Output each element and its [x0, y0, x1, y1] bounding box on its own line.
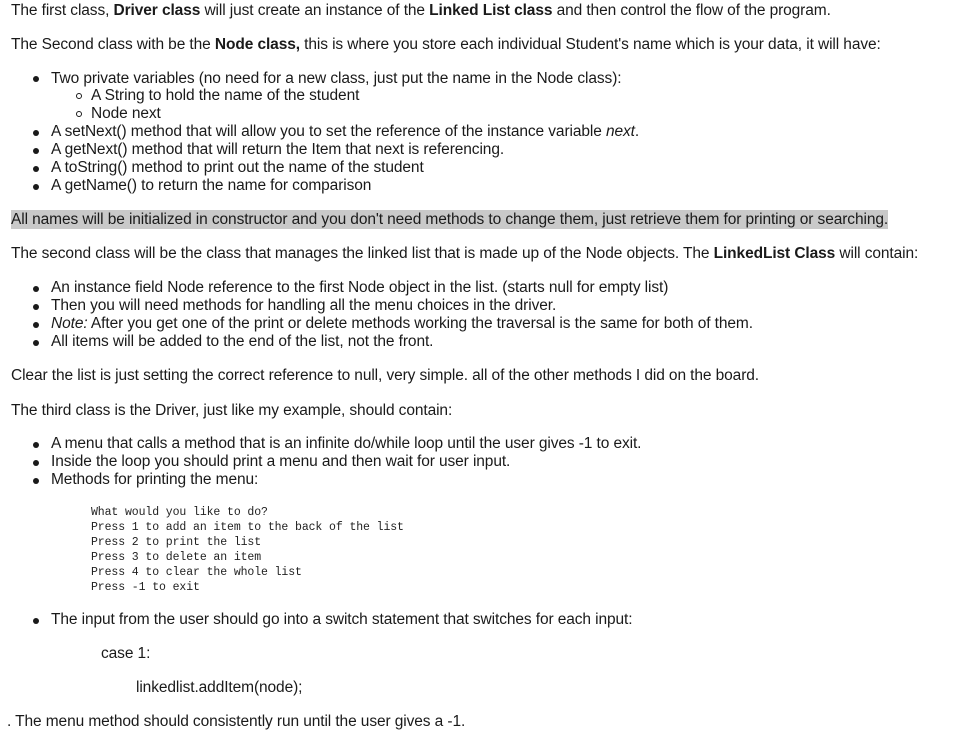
circle-bullet-icon [76, 93, 82, 99]
menu-code-block [91, 505, 404, 595]
code-line: Press 1 to add an item to the back of the list [91, 521, 404, 534]
code-line: Press -1 to exit [91, 581, 200, 594]
case-line: case 1: [101, 645, 151, 662]
bullet-icon [33, 460, 39, 466]
bold-linked-list-class: Linked List class [429, 2, 553, 19]
list-item: Then you will need methods for handling all the menu choices in the driver. [51, 297, 557, 314]
call-line: linkedlist.addItem(node); [136, 679, 303, 696]
italic-note: Note: [51, 315, 88, 332]
circle-bullet-icon [76, 111, 82, 117]
text: will contain: [835, 245, 919, 262]
bold-driver-class: Driver class [113, 2, 201, 19]
paragraph-last: . The menu method should consistently run until the user gives a -1. [7, 713, 466, 730]
list-item: Methods for printing the menu: [51, 471, 259, 488]
bold-linkedlist-class: LinkedList Class [713, 245, 836, 262]
highlighted-note [11, 211, 888, 229]
code-line: Press 2 to print the list [91, 536, 262, 549]
list-item: All items will be added to the end of the list, not the front. [51, 333, 434, 350]
bullet-icon [33, 340, 39, 346]
bullet-icon [33, 322, 39, 328]
code-line: What would you like to do? [91, 506, 268, 519]
bullet-icon [33, 130, 39, 136]
list-item: Inside the loop you should print a menu and then wait for user input. [51, 453, 511, 470]
code-line: Press 4 to clear the whole list [91, 566, 302, 579]
text: and then control the flow of the program. [552, 2, 831, 19]
list-item: A getNext() method that will return the Item that next is referencing. [51, 141, 505, 158]
paragraph-clear-list: Clear the list is just setting the correct reference to null, very simple. all of the other methods I did on the board. [11, 367, 759, 384]
bullet-icon [33, 148, 39, 154]
list-item: The input from the user should go into a switch statement that switches for each input: [51, 611, 633, 628]
list-item: A getName() to return the name for comparison [51, 177, 372, 194]
text: After you get one of the print or delete methods working the traversal is the same for both of them. [87, 315, 753, 332]
text: will just create an instance of the [200, 2, 430, 19]
list-item [51, 123, 639, 141]
list-item: A toString() method to print out the name of the student [51, 159, 424, 176]
bold-node-class: Node class, [214, 36, 300, 53]
paragraph-node-class [11, 36, 881, 54]
text: The Second class with be the [11, 36, 215, 53]
text: The first class, [11, 2, 114, 19]
bullet-icon [33, 166, 39, 172]
bullet-icon [33, 442, 39, 448]
italic-next: next [605, 123, 635, 140]
paragraph-linkedlist-class [11, 245, 918, 263]
text: . [634, 123, 640, 140]
bullet-icon [33, 184, 39, 190]
list-item: Two private variables (no need for a new class, just put the name in the Node class): [51, 70, 622, 87]
list-item: An instance field Node reference to the first Node object in the list. (starts null for empty list) [51, 279, 669, 296]
sub-list-item: A String to hold the name of the student [91, 87, 360, 104]
text: this is where you store each individual Student's name which is your data, it will have: [299, 36, 881, 53]
text: A setNext() method that will allow you to set the reference of the instance variable [51, 123, 606, 140]
text: The second class will be the class that manages the linked list that is made up of the Node objects. The [11, 245, 714, 262]
bullet-icon [33, 76, 39, 82]
bullet-icon [33, 304, 39, 310]
paragraph-driver-class [11, 2, 831, 20]
bullet-icon [33, 286, 39, 292]
sub-list-item: Node next [91, 105, 161, 122]
list-item [51, 315, 753, 333]
list-item: A menu that calls a method that is an infinite do/while loop until the user gives -1 to exit. [51, 435, 642, 452]
bullet-icon [33, 618, 39, 624]
bullet-icon [33, 478, 39, 484]
highlight-text: All names will be initialized in constructor and you don't need methods to change them, just retrieve them for printing or searching. [11, 211, 889, 228]
code-line: Press 3 to delete an item [91, 551, 262, 564]
paragraph-driver: The third class is the Driver, just like my example, should contain: [11, 402, 453, 419]
